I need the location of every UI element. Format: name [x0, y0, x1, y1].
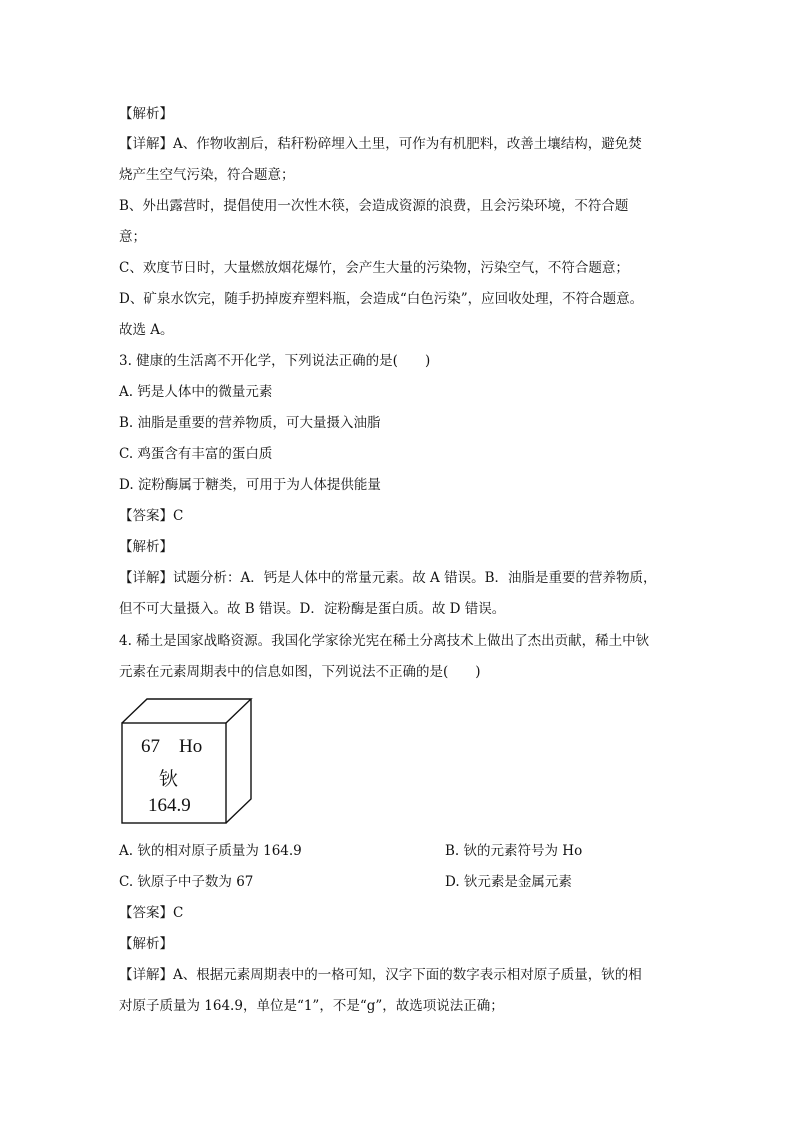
q3-answer: 【答案】C [119, 508, 184, 524]
q3-analysis-heading: 【解析】 [119, 539, 173, 555]
question-4-cont: 元素在元素周期表中的信息如图，下列说法不正确的是( ) [119, 664, 481, 680]
atomic-mass: 164.9 [148, 795, 191, 816]
q3-option-a: A. 钙是人体中的微量元素 [119, 384, 273, 400]
element-name: 钬 [159, 768, 179, 790]
element-cell-figure [121, 698, 253, 824]
conclusion-line: 故选 A。 [119, 322, 174, 338]
q4-detail-line: 【详解】A、根据元素周期表中的一格可知，汉字下面的数字表示相对原子质量，钬的相 [119, 967, 642, 983]
q4-option-b: B. 钬的元素符号为 Ho [445, 843, 583, 859]
q4-analysis-heading: 【解析】 [119, 936, 173, 952]
q4-detail-line: 对原子质量为 164.9，单位是“1”，不是“g”，故选项说法正确； [119, 998, 504, 1014]
q3-option-c: C. 鸡蛋含有丰富的蛋白质 [119, 446, 273, 462]
detail-line: C、欢度节日时，大量燃放烟花爆竹，会产生大量的污染物，污染空气，不符合题意； [119, 260, 629, 276]
q3-detail-line: 但不可大量摄入。故 B 错误。D．淀粉酶是蛋白质。故 D 错误。 [119, 601, 506, 617]
q3-option-d: D. 淀粉酶属于糖类，可用于为人体提供能量 [119, 477, 381, 493]
detail-line: B、外出露营时，提倡使用一次性木筷，会造成资源的浪费，且会污染环境，不符合题 [119, 198, 629, 214]
q3-option-b: B. 油脂是重要的营养物质，可大量摄入油脂 [119, 415, 381, 431]
q4-answer: 【答案】C [119, 905, 184, 921]
q3-detail-line: 【详解】试题分析：A．钙是人体中的常量元素。故 A 错误。B．油脂是重要的营养物质， [119, 570, 657, 586]
detail-line: D、矿泉水饮完，随手扔掉废弃塑料瓶，会造成“白色污染”，应回收处理，不符合题意。 [119, 291, 644, 307]
q4-option-a: A. 钬的相对原子质量为 164.9 [119, 843, 302, 859]
detail-line: 【详解】A、作物收割后，秸秆粉碎埋入土里，可作为有机肥料，改善土壤结构，避免焚 [119, 136, 642, 152]
q4-option-d: D. 钬元素是金属元素 [445, 874, 572, 890]
analysis-heading: 【解析】 [119, 106, 173, 122]
question-3: 3. 健康的生活离不开化学，下列说法正确的是( ) [119, 353, 431, 369]
atomic-number: 67 [141, 736, 160, 757]
q4-option-c: C. 钬原子中子数为 67 [119, 874, 254, 890]
question-4: 4. 稀土是国家战略资源。我国化学家徐光宪在稀土分离技术上做出了杰出贡献，稀土中钬 [119, 633, 650, 649]
element-symbol: Ho [179, 736, 203, 757]
detail-line: 意； [119, 229, 146, 245]
detail-line: 烧产生空气污染，符合题意； [119, 167, 295, 183]
